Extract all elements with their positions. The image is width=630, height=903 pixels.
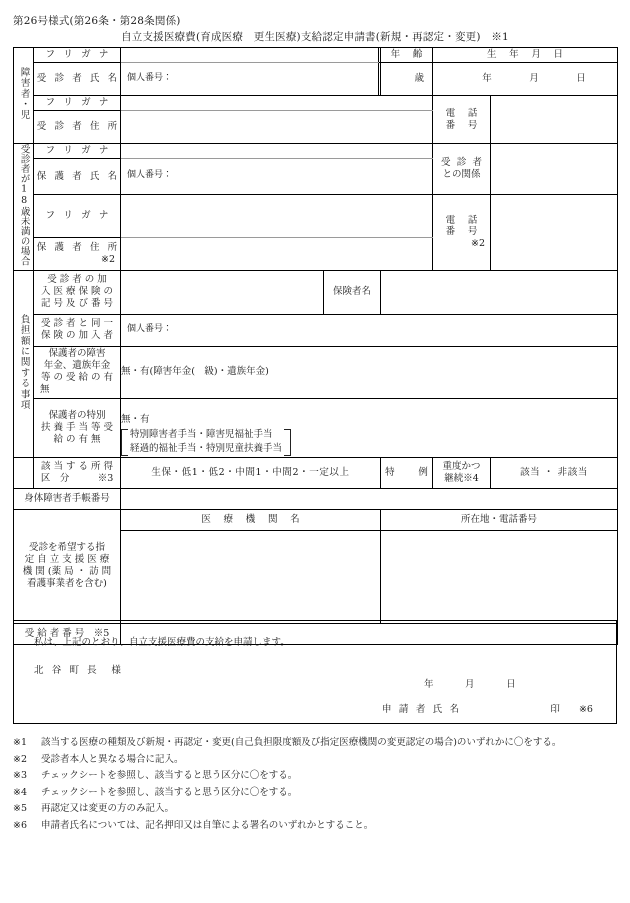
- seal-note: ※6: [578, 704, 593, 715]
- label-nenkin-line3: 等 の 受 給 の 有: [40, 372, 114, 384]
- input-hoken-kigo-bango[interactable]: [121, 270, 324, 314]
- label-nenkin-line1: 保護者の障害: [48, 348, 106, 360]
- declaration-date-hi: 日: [506, 679, 516, 690]
- footnote-number: ※1: [13, 737, 28, 748]
- footnote-text: 申請者氏名については、記名押印又は自筆による署名のいずれかとすること。: [41, 819, 374, 831]
- label-nenkin: [34, 346, 121, 398]
- option-shotoku-kubun-value[interactable]: 生保・低1・低2・中間1・中間2・一定以上: [121, 457, 381, 488]
- label-hoken-kigo-bango: [34, 270, 121, 314]
- label-hoken-kigo-line2: 入 医 療 保 険 の: [40, 286, 114, 298]
- input-hogosha-furigana[interactable]: [121, 144, 433, 159]
- side-header-futangaku-label: 負担額に関する事項: [18, 313, 30, 410]
- option-allowance-line2[interactable]: 経過的福祉手当・特別児童扶養手当: [130, 443, 283, 455]
- label-jushinsha-kojin-bango: 個人番号：: [127, 72, 173, 83]
- footnote-item: [13, 785, 617, 802]
- option-mu-yu[interactable]: 無・有: [121, 413, 150, 425]
- footnote-text: 該当する医療の種類及び新規・再認定・変更(自己負担限度額及び指定医療機関の変更認定の場合)のいずれかに〇をする。: [41, 737, 562, 748]
- label-techo-bango: 身体障害者手帳番号: [14, 488, 121, 509]
- footnote-number: ※5: [13, 803, 28, 815]
- label-hogosha-denwa-line1: 電 話: [445, 214, 479, 226]
- label-jushinsha-jusho: 受 診 者 住 所: [34, 111, 121, 144]
- label-tokubetsu-fuyou: [34, 398, 121, 457]
- label-douitsu-hoken-line1: 受 診 者 と 同 一: [40, 318, 114, 330]
- label-hoken-kigo-line1: 受 診 者 の 加: [47, 274, 107, 286]
- label-shozaichi-denwa: 所在地・電話番号: [381, 509, 618, 530]
- footnote-text: 再認定又は変更の方のみ記入。: [41, 803, 175, 815]
- application-form-table: [13, 47, 618, 645]
- declaration-box: [13, 620, 617, 724]
- seal-icon: 印: [550, 704, 560, 715]
- label-hogosha-denwa-note: ※2: [470, 238, 485, 250]
- label-nenkin-line2: 年金、遺族年金: [43, 360, 111, 372]
- label-kibou-line4: 看護事業者を含む): [27, 578, 107, 590]
- input-hogosha-shimei[interactable]: [121, 159, 433, 195]
- label-hogosha-jusho-text: 保 護 者 住 所: [36, 241, 120, 253]
- label-hoken-kigo-line3: 記 号 及 び 番 号: [40, 298, 114, 310]
- input-techo-bango[interactable]: [121, 488, 618, 509]
- footnote-number: ※6: [13, 819, 28, 831]
- label-hogosha-jusho: [34, 237, 121, 270]
- label-kibou-iryou-kikan: [14, 509, 121, 623]
- input-jushinsha-denwa[interactable]: [491, 96, 618, 144]
- footnote-item: [13, 735, 617, 752]
- label-douitsu-kojin-bango: 個人番号：: [127, 324, 173, 335]
- seinengappi-ymd: [433, 73, 617, 85]
- footnotes: [13, 735, 617, 834]
- footnote-item: [13, 752, 617, 769]
- label-denwa-line1: 電 話: [445, 107, 479, 119]
- footnote-number: ※4: [13, 786, 28, 798]
- label-applicant-name: 申 請 者 氏 名: [382, 704, 462, 715]
- label-hi: 日: [576, 73, 586, 85]
- label-jushinsha-jusho-furigana: フ リ ガ ナ: [34, 96, 121, 111]
- input-hogosha-denwa[interactable]: [491, 195, 618, 271]
- side-header-shogaisha-label: 障害者・児: [18, 66, 30, 121]
- label-nenrei: 年 齢: [381, 48, 433, 63]
- label-hogosha-furigana: フ リ ガ ナ: [34, 144, 121, 159]
- input-nenrei[interactable]: [381, 63, 433, 96]
- side-header-futangaku: [14, 270, 34, 457]
- label-kibou-line2: 定 自 立 支 援 医 療: [24, 554, 110, 566]
- input-douitsu-hoken[interactable]: [121, 314, 618, 346]
- label-tokubetsu-line1: 保護者の特別: [48, 409, 106, 421]
- label-hogosha-denwa: [433, 195, 491, 271]
- declaration-signature-row[interactable]: [382, 701, 593, 715]
- label-hokensha-mei: 保険者名: [324, 270, 381, 314]
- footnote-item: [13, 818, 617, 835]
- label-nen: 年: [482, 73, 492, 85]
- label-hogosha-shimei: 保 護 者 氏 名: [34, 159, 121, 195]
- footnote-number: ※2: [13, 753, 28, 765]
- allowance-bracket-group: [121, 428, 291, 457]
- option-nenkin-value[interactable]: 無・有(障害年金( 級)・遺族年金): [121, 346, 618, 398]
- label-hogosha-jusho-note: ※2: [100, 253, 115, 265]
- label-denwa-line2: 番 号: [445, 119, 479, 131]
- label-douitsu-hoken: [34, 314, 121, 346]
- input-seinengappi[interactable]: [433, 63, 618, 96]
- label-kibou-line3: 機 関 (薬 局 ・ 訪 問: [22, 566, 112, 578]
- input-hogosha-jusho-furigana[interactable]: [121, 195, 433, 238]
- label-jukyusha-bango: 受 給 者 番 号 ※5: [14, 623, 121, 644]
- footnote-number: ※3: [13, 770, 28, 782]
- footnote-text: チェックシートを参照し、該当すると思う区分に〇をする。: [41, 786, 298, 798]
- allowance-group: [121, 397, 617, 459]
- label-juudo-line2: 継続※4: [444, 472, 479, 484]
- label-tokubetsu-line2: 扶 養 手 当 等 受: [40, 421, 114, 433]
- label-hogosha-kojin-bango: 個人番号：: [127, 170, 173, 181]
- label-douitsu-hoken-line2: 保 険 の 加 入 者: [40, 330, 114, 342]
- option-allowance-line1[interactable]: 特別障害者手当・障害児福祉手当: [130, 429, 273, 441]
- side-header-futangaku-tail: [14, 457, 34, 488]
- label-shotoku-kubun-line1: 該 当 す る 所 得: [40, 460, 114, 472]
- input-jushinsha-jusho[interactable]: [121, 111, 433, 144]
- label-jushinsha-shimei: 受 診 者 氏 名: [34, 63, 121, 96]
- input-shozaichi-denwa[interactable]: [381, 530, 618, 623]
- declaration-statement: 私は、上記のとおり、自立支援医療費の支給を申請します。: [34, 637, 290, 648]
- label-shotoku-kubun-line2: 区 分 ※3: [40, 472, 114, 484]
- label-kibou-line1: 受診を希望する指: [28, 542, 105, 554]
- label-kankei-line1: 受 診 者: [441, 157, 484, 169]
- footnote-text: 受診者本人と異なる場合に記入。: [41, 753, 184, 765]
- label-shotoku-kubun: [34, 457, 121, 488]
- option-gaitou-higaitou[interactable]: 該当 ・ 非該当: [491, 457, 618, 488]
- input-hokensha-mei[interactable]: [381, 270, 618, 314]
- label-hogosha-denwa-line2: 番 号: [445, 226, 479, 238]
- label-kankei: [433, 144, 491, 195]
- declaration-date-tsuki: 月: [465, 679, 475, 690]
- side-header-minor-guardian: [14, 144, 34, 271]
- label-nenkin-line4: 無: [40, 384, 50, 396]
- side-header-shogaisha: [14, 48, 34, 144]
- label-iryou-kikan-mei: 医 療 機 関 名: [121, 509, 381, 530]
- footnote-item: [13, 768, 617, 785]
- label-kankei-line2: との関係: [442, 169, 481, 180]
- footnote-text: チェックシートを参照し、該当すると思う区分に〇をする。: [41, 770, 298, 782]
- input-kankei[interactable]: [491, 144, 618, 195]
- input-jushinsha-furigana[interactable]: [121, 48, 379, 63]
- label-seinengappi: 生 年 月 日: [433, 48, 618, 63]
- footnote-item: [13, 801, 617, 818]
- declaration-date-nen: 年: [424, 679, 434, 690]
- label-juudo-keizoku: [433, 457, 491, 488]
- declaration-addressee: 北 谷 町 長 様: [34, 665, 124, 676]
- form-title: 自立支援医療費(育成医療 更生医療)支給認定申請書(新規・再認定・変更) ※1: [121, 31, 509, 43]
- side-header-minor-guardian-label: 受診者が18歳未満の場合: [18, 144, 30, 266]
- input-jushinsha-jusho-furigana[interactable]: [121, 96, 433, 111]
- label-tsuki: 月: [529, 73, 539, 85]
- label-sai: 歳: [414, 73, 424, 85]
- label-juudo-line1: 重度かつ: [442, 460, 481, 472]
- label-tokubetsu-line3: 給 の 有 無: [53, 433, 101, 445]
- input-jushinsha-shimei[interactable]: [121, 63, 379, 96]
- label-jushinsha-denwa: [433, 96, 491, 144]
- form-number: 第26号様式(第26条・第28条関係): [13, 15, 181, 27]
- label-jushinsha-furigana: フ リ ガ ナ: [34, 48, 121, 63]
- label-hogosha-jusho-furigana: フ リ ガ ナ: [34, 195, 121, 238]
- input-iryou-kikan-mei[interactable]: [121, 530, 381, 623]
- label-tokurei: 特 例: [381, 457, 433, 488]
- option-tokubetsu-fuyou-value[interactable]: [121, 398, 618, 457]
- input-hogosha-jusho[interactable]: [121, 237, 433, 270]
- declaration-date[interactable]: [424, 676, 544, 690]
